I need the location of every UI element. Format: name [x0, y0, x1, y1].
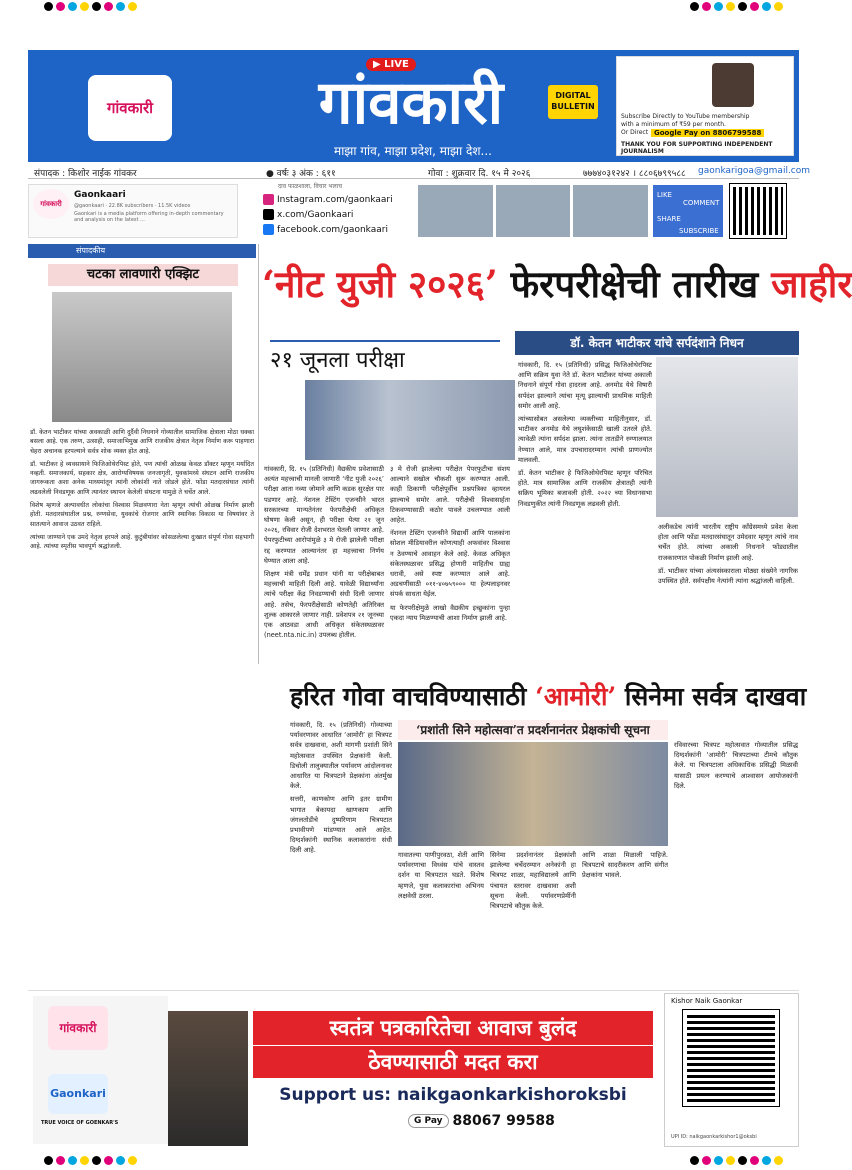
social-strip: [28, 182, 799, 240]
editorial-label: संपादकीय: [28, 244, 256, 258]
membership-ad[interactable]: [616, 56, 794, 156]
gaonkari-english-logo: Gaonkari: [48, 1074, 108, 1114]
channel-name: Gaonkaari: [74, 190, 126, 200]
obituary-column-2: [658, 522, 798, 670]
lead-paragraph: गांवकारी, दि. १५ (प्रतिनिधी) वैद्यकीय प्रवेशासाठी अत्यंत महत्त्वाची मानली जाणारी ‘नीट युजी २०२६’ परीक्षा आता नव्या जोमाने आणि कडक सुरक्षेत पार पडणार आहे. नॅशनल टेस्टिंग एजन्सीने भारत सरकारच्या मान्यतेनंतर फेरपरीक्षेची अधिकृत घोषणा केली असून, ही परीक्षा येत्या २१ जून २०२६, रविवार रोजी देशभरात घेतली जाणार आहे. पेपरफुटीच्या आरोपांमुळे ३ मे रोजी झालेली परीक्षा रद्द करण्यात आल्यानंतर हा महत्त्वाचा निर्णय घेण्यात आला आहे.: [264, 465, 384, 565]
obituary-paragraph: त्यांच्यासोबत असलेल्या व्यक्तीच्या माहितीनुसार, डॉ. भाटीकर अनमोड येथे लघुशंकेसाठी खाली उतरले होते. त्यावेळी त्यांना सर्पदंश झाला. त्यांना तातडीने रुग्णालयात नेण्यात आले, मात्र उपचारादरम्यान त्यांची प्राणज्योत मालवली.: [518, 415, 652, 464]
obituary-photo: [656, 357, 798, 517]
amori-column-3: [490, 850, 576, 985]
masthead: [28, 50, 799, 162]
channel-description: Gaonkari is a media platform offering in-depth commentary and analysis on the latest ...: [74, 211, 224, 223]
instagram-link[interactable]: Instagram.com/gaonkaari: [263, 194, 393, 205]
ad-text-2: with a minimum of ₹59 per month.: [621, 121, 726, 128]
amori-headline[interactable]: हरित गोवा वाचविण्यासाठी ‘आमोरी’ सिनेमा सर्वत्र दाखवा: [290, 682, 807, 711]
upi-qr-code[interactable]: [683, 1010, 779, 1106]
gaonkari-logo: गांवकारी: [88, 75, 172, 141]
editorial-paragraph: डॉ. भाटीकर हे व्यवसायाने फिजिओथेरपिस्ट होते, पण त्यांची ओळख केवळ डॉक्टर म्हणून मर्यादित नव्हती. समाजकार्य, सहकार क्षेत्र, आरोग्यविषयक जनजागृती, युवकांमध्ये संघटन आणि राजकीय जागरूकता अशा अनेक माध्यमांतून त्यांनी लोकांशी नाते जोडले होते. फोंडा मतदारसंघात त्यांनी लढवलेली निवडणूक आणि त्यानंतर स्थापन केलेली संघटना यामुळे ते चर्चेत आले.: [30, 460, 254, 496]
amori-subheadline: ‘प्रशांती सिने महोत्सवा’त प्रदर्शनानंतर प्रेक्षकांची सूचना: [398, 720, 668, 740]
editorial-body: [30, 428, 254, 556]
obituary-paragraph: गांवकारी, दि. १५ (प्रतिनिधी) प्रसिद्ध फिजिओथेरपिस्ट आणि सक्रिय युवा नेते डॉ. केतन भाटीकर यांच्या अकाली निधनाने संपूर्ण गोवा हादरला आहे. अनमोड येथे विषारी सर्पदंश झाल्याने त्यांचा मृत्यू झाल्याची प्राथमिक माहिती समोर आली आहे.: [518, 361, 652, 410]
contact-email[interactable]: gaonkarigoa@gmail.com: [698, 166, 811, 176]
gpay-icon: G Pay: [408, 1114, 449, 1128]
x-link[interactable]: x.com/Gaonkaari: [263, 209, 353, 220]
amori-paragraph: रविवारच्या चित्रपट महोत्सवात गोव्यातील प्रसिद्ध दिग्दर्शकांनी ‘आमोरी’ चित्रपटाच्या टीमचे कौतुक केले. या चित्रपटाला अधिकाधिक प्रसिद्धी मिळावी यासाठी प्रयत्न करण्याचे आश्वासन आयोजकांनी दिले.: [674, 741, 798, 790]
editorial-paragraph: विशेष म्हणजे अल्पावधीत लोकांचा विश्वास मिळवणारा नेता म्हणून त्यांची ओळख निर्माण झाली होती. मतदारसंघातील प्रश्न, रुग्णसेवा, युवकांचे रोजगार आणि स्थानिक विकास या विषयांवर ते सातत्याने आवाज उठवत राहिले.: [30, 502, 254, 528]
like-label: LIKE: [657, 191, 672, 199]
facebook-link[interactable]: facebook.com/gaonkaari: [263, 224, 388, 235]
support-upi[interactable]: Support us: naikgaonkarkishoroksbi: [279, 1085, 627, 1105]
amori-event-photo: [398, 742, 668, 846]
amori-column-2: [398, 850, 484, 985]
lead-paragraph: शिक्षण मंत्री धर्मेंद्र प्रधान यांनी या परीक्षेबाबत महत्त्वाची माहिती दिली आहे. यावेळी विद्यार्थ्यांना त्यांचे परीक्षा केंद्र निवडण्याची संधी दिली जाणार आहे. तसेच, फेरपरीक्षेसाठी कोणतेही अतिरिक्त शुल्क आकारले जाणार नाही. प्रवेशपत्र २१ जूनच्या एक आठवडा आधी अधिकृत संकेतस्थळावर (neet.nta.nic.in) उपलब्ध होतील.: [264, 570, 384, 640]
youtube-channel-card[interactable]: [28, 184, 238, 238]
video-thumbnails[interactable]: [418, 185, 648, 237]
social-heading: दाव फाळशाला, विचार भलाच: [278, 183, 343, 190]
support-ad[interactable]: [28, 990, 799, 1148]
ad-headline-1: स्वतंत्र पत्रकारितेचा आवाज बुलंद: [253, 1011, 653, 1045]
print-registration-dots-top: [0, 0, 827, 14]
newspaper-title: गांवकारी: [318, 68, 504, 138]
editorial-paragraph: डॉ. केतन भाटीकर यांच्या अवकाळी आणि दुर्दैवी निधनाने गोव्यातील सामाजिक क्षेत्राला मोठा धक्का बसला आहे. एक तरुण, उत्साही, समाजाभिमुख आणि राजकीय क्षेत्रात नेतृत्व निर्माण करू पाहणारा चेहरा अचानक हरपल्याने सर्वत्र शोक व्यक्त होत आहे.: [30, 429, 254, 455]
x-icon: [263, 209, 274, 220]
amori-column-4: [582, 850, 668, 985]
gaonkari-logo: गांवकारी: [48, 1006, 108, 1050]
like-share-graphic[interactable]: [653, 185, 723, 237]
obituary-headline[interactable]: डॉ. केतन भाटीकर यांचे सर्पदंशाने निधन: [515, 331, 799, 355]
lead-subheadline: २१ जूनला परीक्षा: [270, 340, 500, 374]
amori-paragraph: गांवकारी, दि. १५ (प्रतिनिधी) गोव्याच्या पर्यावरणावर आधारित ‘आमोरी’ हा चित्रपट सर्वत्र दाखवावा, अशी मागणी प्रशांती सिने महोत्सवात उपस्थित प्रेक्षकांनी केली. डिचोली तालुक्यातील पर्यावरण आंदोलनावर आधारित या चित्रपटाने प्रेक्षकांना अंतर्मुख केले.: [290, 721, 392, 791]
ad-logos: [33, 996, 168, 1144]
qr-code[interactable]: [730, 184, 786, 238]
amori-paragraph: सिनेमा प्रदर्शनानंतर प्रेक्षकांशी झालेल्या चर्चेदरम्यान अनेकांनी हा चित्रपट शाळा, महाविद्यालये आणि पंचायत स्तरावर दाखवावा अशी सूचना केली. पर्यावरणप्रेमींनी चित्रपटाचे कौतुक केले.: [490, 851, 576, 911]
obituary-paragraph: अलीकडेच त्यांनी भारतीय राष्ट्रीय काँग्रेसमध्ये प्रवेश केला होता आणि फोंडा मतदारसंघातून उमेदवार म्हणून त्यांचे नाव चर्चेत होते. त्यांच्या अकाली निधनाने फोंड्यातील राजकारणात पोकळी निर्माण झाली आहे.: [658, 523, 798, 562]
amori-column-1: [290, 720, 392, 985]
lead-column-1: [264, 464, 384, 674]
upi-id: UPI ID: naikgaonkarkishor1@oksbi: [671, 1134, 757, 1140]
channel-avatar: गांवकारी: [33, 189, 69, 219]
channel-meta: @gaonkaari · 22.8K subscribers · 11.5K videos: [74, 203, 191, 209]
obituary-column-1: [518, 360, 652, 670]
editor-name: संपादक : किशोर नाईक गांवकर: [34, 169, 137, 179]
editorial-title: चटका लावणारी एक्झिट: [48, 264, 238, 286]
ad-headline-2: ठेवण्यासाठी मदत करा: [253, 1046, 653, 1078]
live-badge[interactable]: ▶ LIVE: [366, 58, 416, 71]
facebook-icon: [263, 224, 274, 235]
editorial-photo: [52, 292, 232, 422]
comment-label: COMMENT: [683, 199, 720, 207]
lead-paragraph: ३ मे रोजी झालेल्या परीक्षेत पेपरफुटीचा संशय आल्याने सखोल चौकशी सुरू करण्यात आली. काही ठिकाणी परीक्षेपूर्वीच प्रश्नपत्रिका व्हायरल झाल्याचे समोर आले. परीक्षेची विश्वासार्हता टिकवण्यासाठी कठोर पावले उचलण्यात आली आहेत.: [390, 465, 510, 525]
lead-column-2: [390, 464, 510, 674]
digital-bulletin-badge: DIGITAL BULLETIN: [548, 85, 598, 119]
editorial-paragraph: त्यांच्या जाण्याने एक उमदे नेतृत्व हरपले आहे. कुटुंबीयांवर कोसळलेल्या दुःखात संपूर्ण गोवा सहभागी आहे. त्यांच्या स्मृतीस भावपूर्ण श्रद्धांजली.: [30, 533, 254, 551]
logo-tagline: TRUE VOICE OF GOENKAR'S: [41, 1120, 119, 1126]
share-label: SHARE: [657, 215, 681, 223]
lead-headline[interactable]: ‘नीट युजी २०२६’ फेरपरीक्षेची तारीख जाहीर: [262, 262, 852, 306]
instagram-icon: [263, 194, 274, 205]
qr-account-name: Kishor Naik Gaonkar: [671, 997, 743, 1005]
ad-text-3: Or Direct: [621, 129, 649, 136]
newspaper-tagline: माझा गांव, माझा प्रदेश, माझा देश...: [334, 144, 492, 158]
editor-photo: [168, 1011, 248, 1146]
contact-phones: ७७७४०३१२४२ । ८८०६७९९५८८: [583, 169, 686, 179]
lead-story-photo: [305, 380, 515, 460]
issue-date: गोवा : शुक्रवार दि. १५ मे २०२६: [428, 169, 531, 179]
lead-paragraph: नॅशनल टेस्टिंग एजन्सीने विद्यार्थी आणि पालकांना सोशल मीडियावरील कोणत्याही अफवांवर विश्वास न ठेवण्याचे आवाहन केले आहे. केवळ अधिकृत संकेतस्थळावर प्रसिद्ध होणारी माहितीच ग्राह्य धरावी, असे स्पष्ट करण्यात आले आहे. अडचणींसाठी ०११-४०७५९००० या हेल्पलाइनवर संपर्क साधता येईल.: [390, 529, 510, 599]
column-divider: [258, 244, 259, 664]
lead-paragraph: या फेरपरीक्षेमुळे लाखो वैद्यकीय इच्छुकांना पुन्हा एकदा न्याय मिळण्याची आशा निर्माण झाली आहे.: [390, 603, 510, 622]
ad-text-4: THANK YOU FOR SUPPORTING INDEPENDENT JOURNALISM: [621, 141, 773, 155]
ad-phone: Google Pay on 8806799588: [651, 129, 764, 137]
amori-paragraph: आणि शाळा मिळाली पाहिजे. चित्रपटाचे सादरीकरण आणि संगीत प्रेक्षकांना भावले.: [582, 851, 668, 880]
amori-column-5: [674, 740, 798, 985]
editorial-column: [28, 244, 256, 904]
print-registration-dots-bottom: [0, 1154, 827, 1168]
upi-qr-card[interactable]: [664, 993, 799, 1147]
ad-text-1: Subscribe Directly to YouTube membership: [621, 113, 750, 120]
issue-info-bar: [28, 163, 811, 179]
obituary-paragraph: डॉ. केतन भाटीकर हे फिजिओथेरपिस्ट म्हणून परिचित होते. मात्र सामाजिक आणि राजकीय क्षेत्रातही त्यांनी सक्रिय भूमिका बजावली होती. २०२२ च्या विधानसभा निवडणुकीत त्यांनी निवडणूक लढवली होती.: [518, 469, 652, 508]
gpay-number[interactable]: G Pay 88067 99588: [408, 1113, 555, 1129]
ad-person-photo: [712, 63, 754, 107]
amori-paragraph: गावातल्या पाणीपुरवठा, शेती आणि पर्यावरणाचा विध्वंस यांचे वास्तव दर्शन या चित्रपटात घडते. विशेष म्हणजे, युवा कलाकारांचा अभिनय लक्षवेधी ठरला.: [398, 851, 484, 900]
obituary-paragraph: डॉ. भाटीकर यांच्या अंत्यसंस्काराला मोठ्या संख्येने नागरिक उपस्थित होते. सर्वपक्षीय नेत्यांनी त्यांना श्रद्धांजली वाहिली.: [658, 566, 798, 586]
amori-paragraph: सत्तरी, काणकोण आणि इतर ग्रामीण भागात बेकायदा खाणकाम आणि जंगलतोडीचे दुष्परिणाम चित्रपटात प्रभावीपणे मांडण्यात आले आहेत. दिग्दर्शकांनी स्थानिक कलाकारांना संधी दिली आहे.: [290, 795, 392, 855]
issue-number: ● वर्षः ३ अंक : ६११: [266, 169, 336, 179]
subscribe-label: SUBSCRIBE: [679, 227, 719, 235]
